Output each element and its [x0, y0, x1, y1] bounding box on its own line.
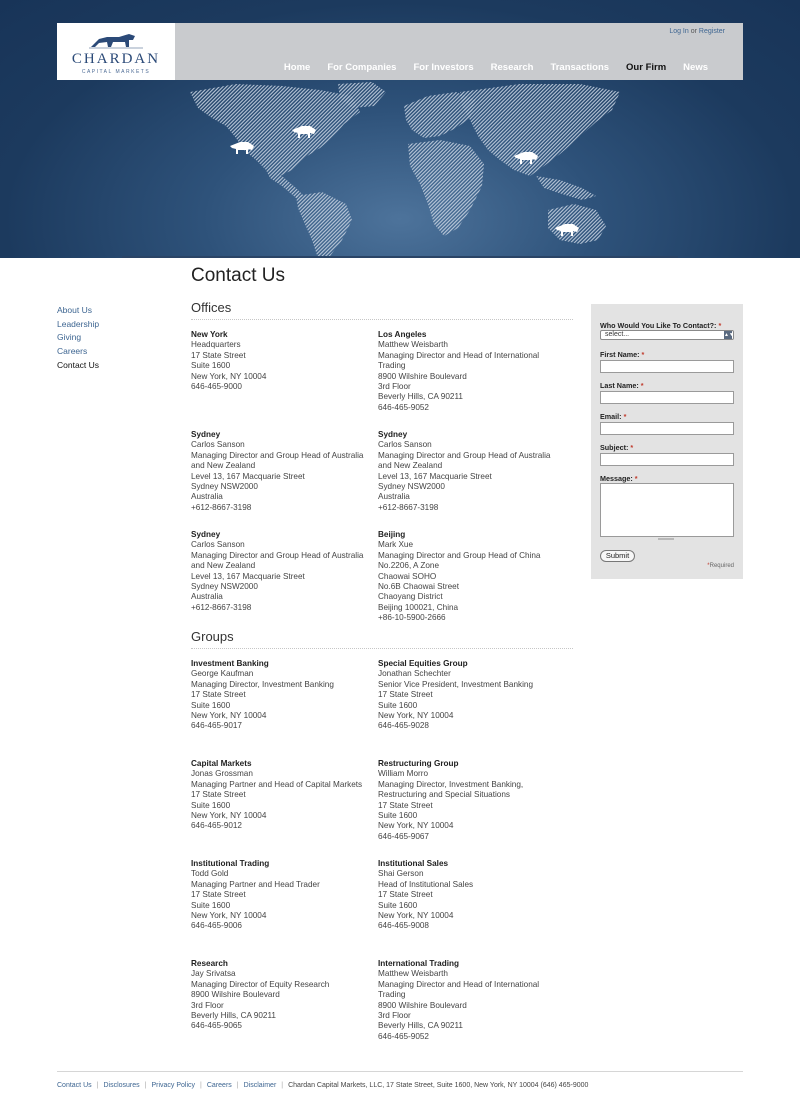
- entry-line: New York, NY 10004: [378, 821, 454, 831]
- nav-transactions[interactable]: Transactions: [550, 62, 610, 73]
- footer: Contact Us | Disclosures | Privacy Policy | Careers | Disclaimer | Chardan Capital Markets, LLC, 17 State Street, Suite 1600, New York, NY 10004 (646) 465-9000: [57, 1082, 589, 1089]
- last-name-label: Last Name: *: [600, 381, 644, 390]
- entry-line: Jonathan Schechter: [378, 669, 451, 679]
- entry-name: New York: [191, 330, 228, 339]
- first-name-label: First Name: *: [600, 350, 645, 359]
- entry-line: 17 State Street: [191, 350, 246, 360]
- entry-line: 17 State Street: [191, 690, 246, 700]
- entry-line: +612-8667-3198: [191, 602, 252, 612]
- entry-line: Managing Partner and Head of Capital Markets: [191, 779, 363, 789]
- entry-line: 8900 Wilshire Boulevard: [378, 371, 467, 381]
- required-note: *Required: [707, 563, 734, 569]
- entry-line: Carlos Sanson: [191, 440, 245, 450]
- group-entry: [378, 759, 568, 842]
- login-link[interactable]: Log In: [669, 28, 689, 35]
- entry-line: Beverly Hills, CA 90211: [378, 392, 463, 402]
- entry-line: 17 State Street: [378, 800, 433, 810]
- entry-line: Managing Director, Investment Banking,: [378, 779, 524, 789]
- entry-line: 646-465-9006: [191, 921, 242, 931]
- entry-line: Trading: [378, 361, 406, 371]
- group-entry: [378, 859, 568, 932]
- entry-line: +86-10-5900-2666: [378, 613, 446, 623]
- entry-name: Research: [191, 959, 228, 968]
- entry-name: Restructuring Group: [378, 759, 459, 768]
- entry-line: Beverly Hills, CA 90211: [378, 1021, 463, 1031]
- entry-line: 17 State Street: [378, 690, 433, 700]
- offices-heading: Offices: [191, 300, 573, 320]
- submit-button[interactable]: Submit: [600, 550, 635, 562]
- entry-line: +612-8667-3198: [191, 502, 252, 512]
- entry-line: 17 State Street: [191, 790, 246, 800]
- entry-line: Managing Director and Group Head of Australia: [191, 550, 364, 560]
- nav-our-firm[interactable]: Our Firm: [626, 62, 667, 73]
- entry-line: Shai Gerson: [378, 869, 424, 879]
- footer-link-disclaimer[interactable]: Disclaimer: [243, 1082, 277, 1089]
- footer-link-privacy-policy[interactable]: Privacy Policy: [151, 1082, 196, 1089]
- entry-line: Sydney NSW2000: [378, 482, 445, 492]
- entry-line: Todd Gold: [191, 869, 229, 879]
- entry-line: Senior Vice President, Investment Banking: [378, 679, 534, 689]
- entry-line: Managing Director of Equity Research: [191, 979, 330, 989]
- entry-line: Mark Xue: [378, 540, 414, 550]
- group-entry: [378, 959, 568, 1042]
- entry-line: Managing Director and Head of International: [378, 350, 540, 360]
- entry-line: Matthew Weisbarth: [378, 969, 448, 979]
- entry-line: Suite 1600: [378, 700, 418, 710]
- entry-name: Sydney: [191, 530, 221, 539]
- entry-line: 8900 Wilshire Boulevard: [191, 990, 280, 1000]
- entry-line: Chaowai SOHO: [378, 571, 437, 581]
- entry-line: New York, NY 10004: [191, 811, 267, 821]
- auth-links: [669, 28, 725, 35]
- office-entry: [191, 530, 381, 613]
- footer-link-disclosures[interactable]: Disclosures: [103, 1082, 140, 1089]
- entry-line: Australia: [378, 492, 410, 502]
- select-arrows-icon: ▲▼: [724, 332, 734, 338]
- entry-name: Investment Banking: [191, 659, 269, 668]
- entry-name: Sydney: [378, 430, 408, 439]
- entry-line: Managing Director, Investment Banking: [191, 679, 334, 689]
- entry-name: Special Equities Group: [378, 659, 468, 668]
- entry-line: Suite 1600: [191, 800, 231, 810]
- entry-line: and New Zealand: [191, 561, 256, 571]
- office-entry: [378, 530, 568, 624]
- resize-grip-icon[interactable]: [658, 538, 674, 540]
- nav-home[interactable]: Home: [283, 62, 311, 73]
- sidebar-item-about-us[interactable]: About Us: [57, 305, 92, 315]
- contact-select-label: Who Would You Like To Contact?: *: [600, 321, 722, 330]
- entry-line: Carlos Sanson: [191, 540, 245, 550]
- entry-line: 646-465-9052: [378, 1031, 429, 1041]
- entry-name: Institutional Trading: [191, 859, 270, 868]
- entry-line: Chaoyang District: [378, 592, 443, 602]
- entry-line: Head of Institutional Sales: [378, 879, 474, 889]
- entry-name: Beijing: [378, 530, 406, 539]
- subject-label: Subject: *: [600, 443, 634, 452]
- nav-for-investors[interactable]: For Investors: [413, 62, 474, 73]
- entry-line: 646-465-9052: [378, 402, 429, 412]
- nav-research[interactable]: Research: [490, 62, 534, 73]
- footer-link-careers[interactable]: Careers: [206, 1082, 232, 1089]
- entry-line: 646-465-9017: [191, 721, 242, 731]
- email-field[interactable]: [600, 422, 734, 435]
- entry-line: William Morro: [378, 769, 429, 779]
- entry-line: Restructuring and Special Situations: [378, 790, 510, 800]
- footer-address: Chardan Capital Markets, LLC, 17 State Street, Suite 1600, New York, NY 10004 (646) 465-9000: [288, 1082, 589, 1089]
- entry-line: 3rd Floor: [191, 1000, 224, 1010]
- group-entry: [191, 859, 381, 932]
- entry-line: New York, NY 10004: [191, 911, 267, 921]
- bull-logo-icon: [89, 31, 143, 51]
- first-name-field[interactable]: [600, 360, 734, 373]
- entry-line: No.2206, A Zone: [378, 561, 439, 571]
- entry-line: Managing Director and Group Head of Australia: [191, 450, 364, 460]
- nav-for-companies[interactable]: For Companies: [327, 62, 397, 73]
- last-name-field[interactable]: [600, 391, 734, 404]
- group-entry: [191, 759, 381, 832]
- top-bar: [57, 23, 743, 80]
- entry-line: 3rd Floor: [378, 382, 411, 392]
- entry-line: Level 13, 167 Macquarie Street: [191, 571, 305, 581]
- group-entry: [378, 659, 568, 732]
- entry-name: Capital Markets: [191, 759, 252, 768]
- entry-line: Headquarters: [191, 340, 241, 350]
- group-entry: [191, 959, 381, 1032]
- groups-heading: Groups: [191, 629, 573, 649]
- sidebar: [57, 304, 99, 373]
- entry-line: 646-465-9067: [378, 831, 429, 841]
- entry-line: Matthew Weisbarth: [378, 340, 448, 350]
- entry-line: 17 State Street: [191, 890, 246, 900]
- contact-select-value: select...: [605, 331, 630, 338]
- entry-line: 646-465-9065: [191, 1021, 242, 1031]
- office-entry: [378, 330, 568, 413]
- entry-line: Beijing 100021, China: [378, 602, 459, 612]
- entry-line: New York, NY 10004: [378, 711, 454, 721]
- entry-line: Managing Director and Group Head of Australia: [378, 450, 551, 460]
- entry-name: International Trading: [378, 959, 459, 968]
- footer-divider: [57, 1071, 743, 1072]
- entry-line: Sydney NSW2000: [191, 482, 258, 492]
- logo[interactable]: [57, 23, 175, 80]
- sidebar-item-careers[interactable]: Careers: [57, 346, 88, 357]
- entry-line: George Kaufman: [191, 669, 254, 679]
- entry-line: New York, NY 10004: [191, 371, 267, 381]
- nav-news[interactable]: News: [683, 62, 708, 73]
- entry-line: Suite 1600: [378, 900, 418, 910]
- message-label: Message: *: [600, 474, 638, 483]
- logo-name: CHARDAN: [71, 51, 161, 67]
- entry-line: No.6B Chaowai Street: [378, 582, 460, 592]
- entry-line: Australia: [191, 492, 223, 502]
- entry-line: Level 13, 167 Macquarie Street: [378, 471, 492, 481]
- subject-field[interactable]: [600, 453, 734, 466]
- entry-line: Level 13, 167 Macquarie Street: [191, 471, 305, 481]
- office-entry: [191, 430, 381, 513]
- entry-line: Australia: [191, 592, 223, 602]
- entry-line: 8900 Wilshire Boulevard: [378, 1000, 467, 1010]
- entry-line: 646-465-9012: [191, 821, 242, 831]
- entry-line: Jay Srivatsa: [191, 969, 236, 979]
- logo-tagline: CAPITAL MARKETS: [81, 69, 151, 75]
- entry-line: and New Zealand: [191, 461, 256, 471]
- entry-name: Los Angeles: [378, 330, 427, 339]
- main-nav: [284, 62, 743, 73]
- sidebar-item-leadership[interactable]: Leadership: [57, 318, 100, 329]
- entry-line: Managing Director and Head of International: [378, 979, 540, 989]
- entry-line: 646-465-9028: [378, 721, 429, 731]
- contact-select[interactable]: [600, 330, 734, 340]
- group-entry: [191, 659, 381, 732]
- entry-line: Beverly Hills, CA 90211: [191, 1011, 276, 1021]
- entry-line: New York, NY 10004: [378, 911, 454, 921]
- entry-line: Suite 1600: [191, 700, 231, 710]
- entry-line: 646-465-9000: [191, 382, 242, 392]
- entry-name: Institutional Sales: [378, 859, 449, 868]
- entry-line: 646-465-9008: [378, 921, 429, 931]
- office-entry: [191, 330, 371, 392]
- hero-divider: [122, 256, 678, 258]
- register-link[interactable]: Register: [698, 28, 725, 35]
- entry-line: 3rd Floor: [378, 1011, 411, 1021]
- sidebar-item-giving[interactable]: Giving: [57, 332, 82, 343]
- page-title: Contact Us: [191, 265, 285, 286]
- entry-line: Carlos Sanson: [378, 440, 432, 450]
- entry-line: New York, NY 10004: [191, 711, 267, 721]
- auth-or: or: [690, 28, 697, 35]
- sidebar-item-contact-us[interactable]: Contact Us: [57, 359, 100, 370]
- office-entry: [378, 430, 568, 513]
- entry-line: Suite 1600: [191, 900, 231, 910]
- entry-line: Managing Partner and Head Trader: [191, 879, 320, 889]
- contact-form: [591, 304, 743, 579]
- entry-line: Jonas Grossman: [191, 769, 253, 779]
- email-label: Email: *: [600, 412, 627, 421]
- entry-line: Suite 1600: [191, 361, 231, 371]
- entry-name: Sydney: [191, 430, 221, 439]
- nav-bar: [175, 23, 743, 80]
- footer-link-contact-us[interactable]: Contact Us: [57, 1082, 92, 1089]
- entry-line: +612-8667-3198: [378, 502, 439, 512]
- entry-line: Suite 1600: [378, 811, 418, 821]
- message-field[interactable]: [600, 483, 734, 537]
- entry-line: Sydney NSW2000: [191, 582, 258, 592]
- entry-line: 17 State Street: [378, 890, 433, 900]
- entry-line: Managing Director and Group Head of China: [378, 550, 541, 560]
- entry-line: Trading: [378, 990, 406, 1000]
- entry-line: and New Zealand: [378, 461, 443, 471]
